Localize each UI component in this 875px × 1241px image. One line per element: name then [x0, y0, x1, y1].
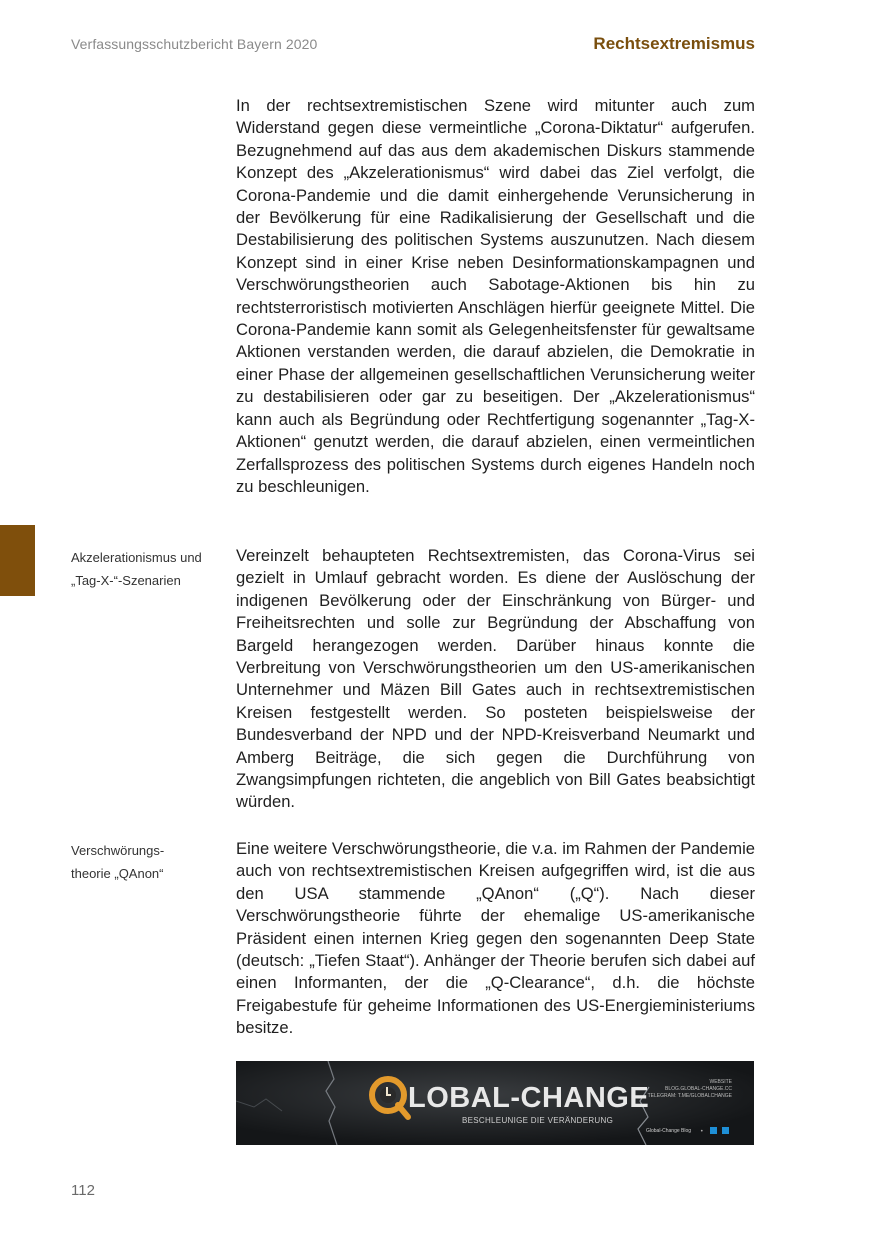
social-icon-1: [710, 1127, 717, 1134]
running-head-chapter: Rechtsextremismus: [593, 34, 755, 53]
banner-channel-label: Global-Change Blog: [646, 1128, 692, 1134]
banner-info-line-1: WEBSITE: [709, 1079, 732, 1085]
paragraph-block-1: [236, 95, 755, 498]
margin-note-akzelerationismus: Akzelerationismus und „Tag-X-“-Szenarien: [71, 550, 202, 588]
running-head-publication: Verfassungsschutzbericht Bayern 2020: [71, 36, 318, 52]
svg-text:•: •: [700, 1128, 704, 1135]
banner-info-line-2: BLOG.GLOBAL-CHANGE.CC: [665, 1086, 732, 1092]
margin-note-qanon: Verschwörungs-theorie „QAnon“: [71, 843, 165, 881]
chapter-side-tab: [0, 525, 35, 596]
banner-tagline: BESCHLEUNIGE DIE VERÄNDERUNG: [462, 1116, 614, 1125]
banner-logo-text: LOBAL-CHANGE: [408, 1082, 650, 1114]
paragraph-qanon-theory: Eine weitere Verschwörungstheorie, die v.a. im Rahmen der Pandemie auch von rechtsextremistischen Kreisen aufgegriffen wird, ist die aus den USA stammende „QAnon“ („Q“). Nach dieser Verschwörungstheorie führte der ehemalige US-amerikanische Präsident einen internen Krieg gegen den sogenannten Deep State (deutsch: „Tiefen Staat“). Anhänger der Theorie berufen sich dabei auf einen Informanten, der die „Q-Clearance“, d.h. die höchste Freigabestufe für geheime Informationen des US-Energieministeriums besitze.: [236, 839, 755, 1038]
banner-info-line-3: TELEGRAM: T.ME/GLOBALCHANGE: [647, 1093, 732, 1099]
global-change-banner-image: [236, 1061, 754, 1145]
paragraph-block-3: [236, 838, 755, 1040]
paragraph-akzelerationismus-intro: In der rechtsextremistischen Szene wird mitunter auch zum Widerstand gegen diese vermeintliche „Corona-Diktatur“ aufgerufen. Bezugnehmend auf das aus dem akademischen Diskurs stammende Konzept des „Akzelerationismus“ wird dabei das Ziel verfolgt, die Corona-Pandemie und die damit einhergehende Verunsicherung in der Bevölkerung für eine Radikalisierung der Gesellschaft und die Destabilisierung des politischen Systems auszunutzen. Nach diesem Konzept sind in einer Krise neben Desinformationskampagnen und Verschwörungstheorien auch Sabotage-Aktionen bis hin zu rechtsterroristisch motivierten Anschlägen hierfür geeignete Mittel. Die Corona-Pandemie kann somit als Gelegenheitsfenster für gewaltsame Aktionen verstanden werden, die darauf abzielen, die Demokratie in einer Phase der allgemeinen gesellschaftlichen Verunsicherung weiter zu destabilisieren oder gar zu beseitigen. Der „Akzelerationismus“ kann auch als Begründung oder Rechtfertigung sogenannter „Tag-X-Aktionen“ genutzt werden, die darauf abzielen, einen vermeintlichen Zerfallsprozess des politischen Systems durch eigenes Handeln noch zu beschleunigen.: [236, 96, 755, 496]
page-number: 112: [71, 1182, 95, 1199]
social-icon-2: [722, 1127, 729, 1134]
paragraph-block-2: [236, 545, 755, 814]
paragraph-corona-virus-claims: Vereinzelt behaupteten Rechtsextremisten, das Corona-Virus sei gezielt in Umlauf gebracht worden. Es diene der Auslöschung der indigenen Bevölkerung oder der Einschränkung von Bürger- und Freiheitsrechten und solle zur Begründung der Abschaffung von Bargeld herangezogen werden. Darüber hinaus konnte die Verbreitung von Verschwörungstheorien um den US-amerikanischen Unternehmer und Mäzen Bill Gates auch in rechtsextremistischen Kreisen festgestellt werden. So posteten beispielsweise der Bundesverband der NPD und der NPD-Kreisverband Neumarkt und Amberg Beiträge, die sich gegen die Durchführung von Zwangsimpfungen richteten, die angeblich von Bill Gates beabsichtigt würden.: [236, 546, 755, 812]
